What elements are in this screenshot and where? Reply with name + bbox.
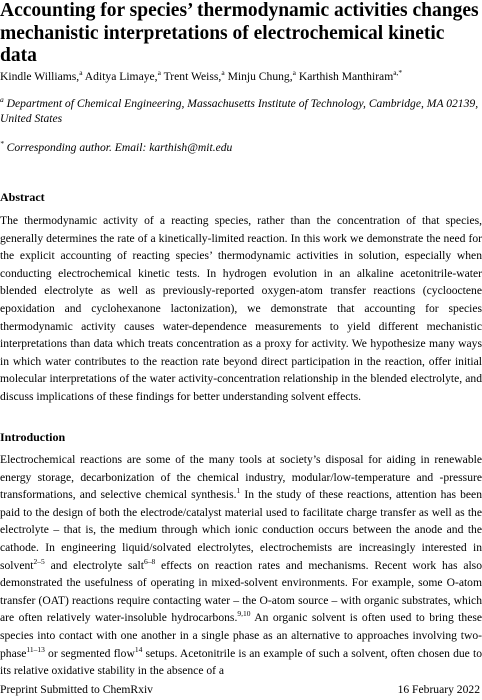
- citation: 1: [236, 486, 241, 496]
- affiliation: $^a$ Department of Chemical Engineering, Massachusetts Institute of Technology, Cambridge, MA 02139, United States: [0, 95, 479, 125]
- author: Karthish Manthiram$^{a,*}$: [298, 68, 403, 83]
- author-list: [0, 70, 482, 84]
- citation: 2–5: [33, 556, 45, 566]
- introduction-text: Electrochemical reactions are some of the many tools at society’s disposal for aiding in renewable energy storage, decarbonization of the chemical industry, modular/low-temperature and -pressure transformations, and selective chemical synthesis.$^1$ In the study of these reactions, attention has been paid to the design of both the electrode/catalyst material used to facilitate charge transfer as well as the electrolyte – that is, the medium through which ionic conduction occurs between the anode and the cathode. In engineering liquid/solvated electrolytes, electrochemists are increasingly interested in solvent$^{2-5}$ and electrolyte salt$^{6-8}$ effects on reaction rates and mechanisms. Recent work has also demonstrated the usefulness of operating in mixed-solvent environments. For example, some O-atom transfer (OAT) reactions require contacting water – the O-atom source – with organic substrates, which are often relatively water-insoluble hydrocarbons.$^{9,10}$ An organic solvent is often used to bring these species into contact with one another in a single phase as an alternative to approaches involving two-phase$^{11-13}$ or segmented flow$^{14}$ setups. Acetonitrile is an example of such a solvent, often chosen due to its relative oxidative stability in the absence of a: [0, 453, 482, 678]
- citation: 11–13: [26, 644, 45, 654]
- citation: 14: [134, 644, 143, 654]
- abstract-text: The thermodynamic activity of a reacting species, rather than the concentration of that species, generally determines the rate of a kinetically-limited reaction. In this work we demonstrate the need for the explicit accounting of reacting species’ thermodynamic activities in solution, especially when conducting electrochemical kinetic tests. In hydrogen evolution in an alkaline acetonitrile-water blended electrolyte as well as previously-reported oxygen-atom transfer reactions (cyclooctene epoxidation and cyclohexanone lactonization), we demonstrate that accounting for species thermodynamic activity causes water-dependence measurements to yield different mechanistic interpretations than data which treats concentration as a proxy for activity. We hypothesize many ways in which water contributes to the reaction rate beyond direct participation in the reaction, offer initial molecular interpretations of the water activity-concentration relationship in the blended electrolyte, and discuss implications of these findings for better understanding solvent effects.: [0, 214, 482, 403]
- author: Minju Chung,$^a$: [227, 68, 296, 83]
- abstract-heading: Abstract: [0, 190, 45, 204]
- citation: 6–8: [143, 556, 156, 566]
- citation: 9,10: [237, 609, 251, 619]
- corresponding-author: * Corresponding author. Email: karthish@mit.edu: [0, 139, 233, 154]
- paper-title: Accounting for species’ thermodynamic activities changes mechanistic interpretations of electrochemical kinetic data: [0, 0, 479, 66]
- author: Aditya Limaye,$^a$: [84, 68, 161, 83]
- footer-date: 16 February 2022: [397, 683, 480, 696]
- author: Trent Weiss,$^a$: [163, 68, 225, 83]
- introduction-heading: Introduction: [0, 430, 66, 444]
- page-footer: [0, 682, 482, 698]
- author: Kindle Williams,$^a$: [0, 68, 83, 83]
- footer-preprint-note: Preprint Submitted to ChemRxiv: [0, 683, 153, 696]
